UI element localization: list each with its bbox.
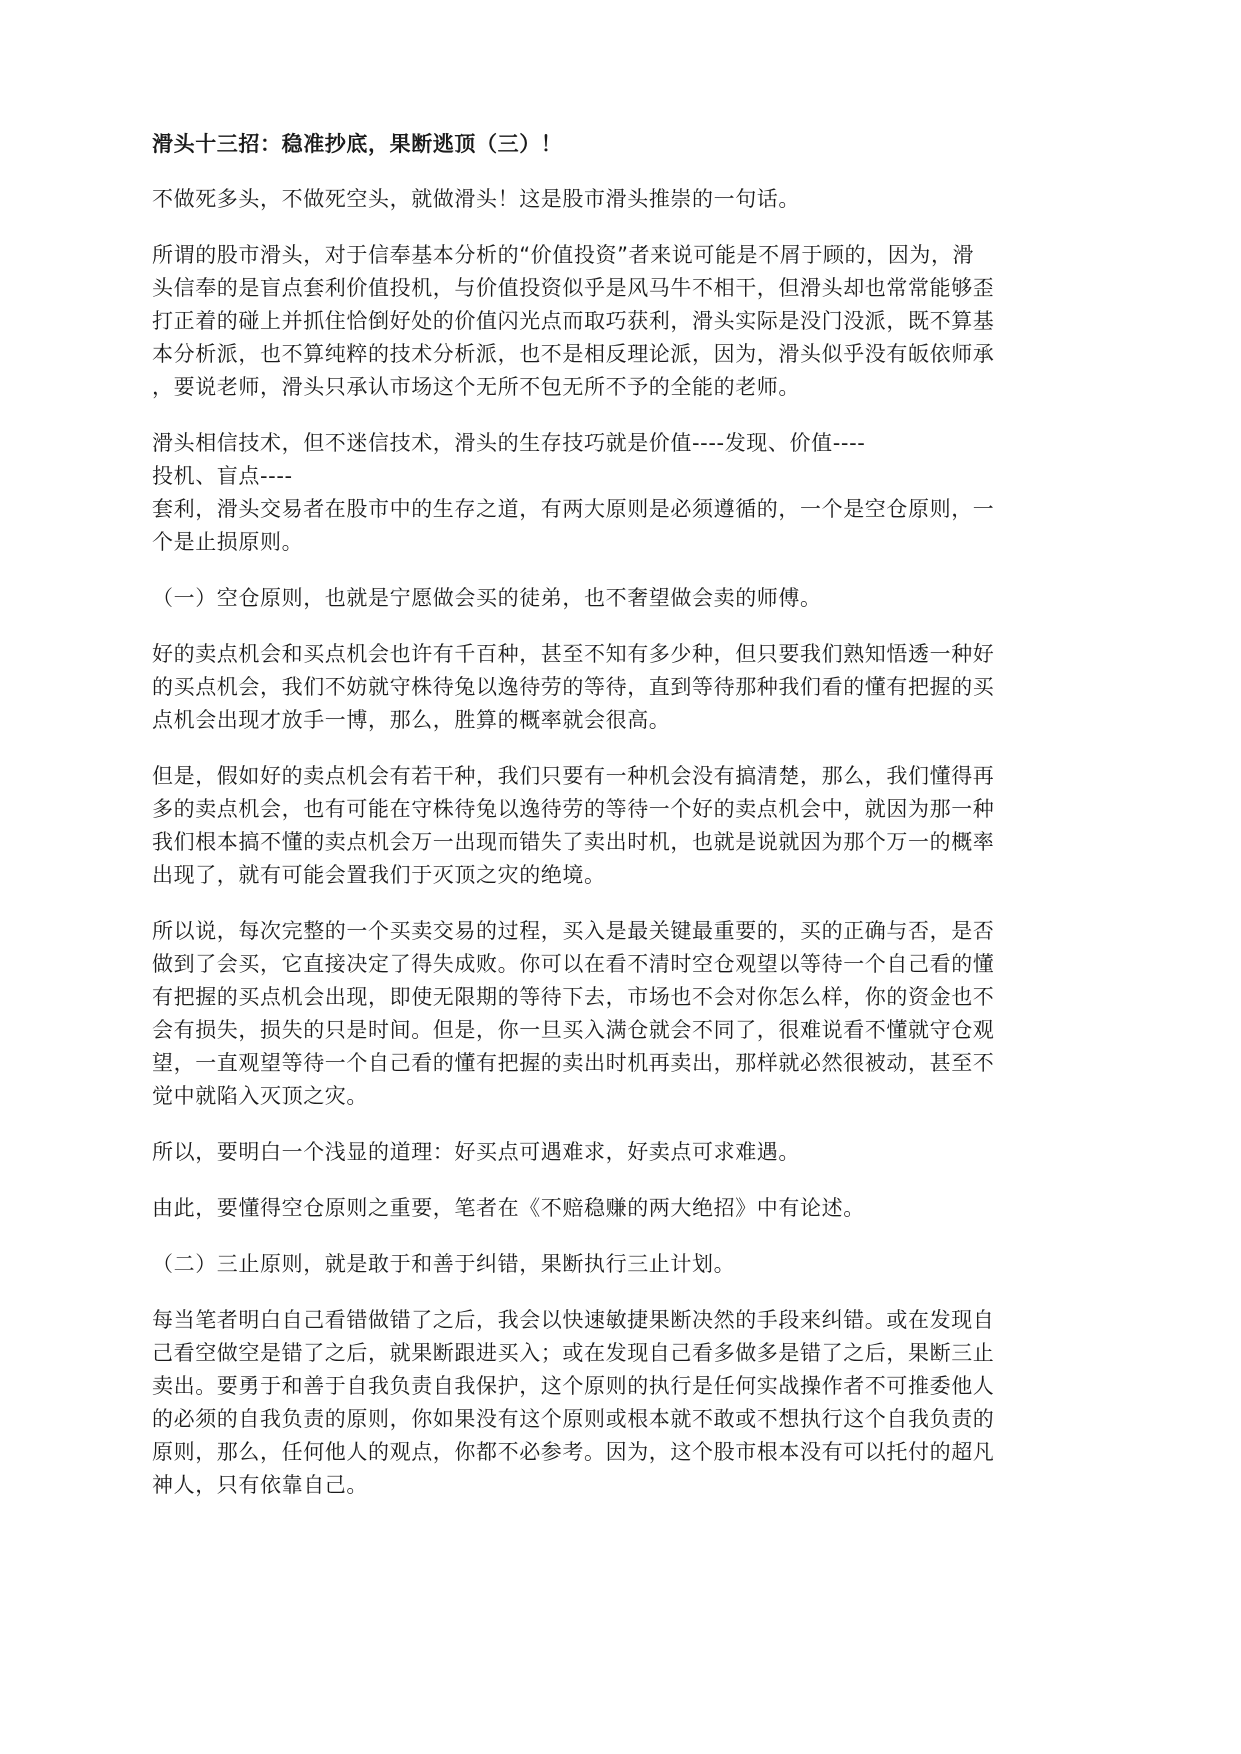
paragraph-line: 出现了，就有可能会置我们于灭顶之灾的绝境。: [152, 863, 606, 887]
paragraph-line: 我们根本搞不懂的卖点机会万一出现而错失了卖出时机，也就是说就因为那个万一的概率: [152, 830, 995, 854]
document-title: 滑头十三招：稳准抄底，果断逃顶（三）！: [152, 132, 563, 156]
paragraph-line: 打正着的碰上并抓住恰倒好处的价值闪光点而取巧获利，滑头实际是没门没派，既不算基: [152, 309, 995, 333]
paragraph-line: 的必须的自我负责的原则，你如果没有这个原则或根本就不敢或不想执行这个自我负责的: [152, 1407, 995, 1431]
paragraph-line: 原则，那么，任何他人的观点，你都不必参考。因为，这个股市根本没有可以托付的超凡: [152, 1440, 995, 1464]
paragraph-line: 望，一直观望等待一个自己看的懂有把握的卖出时机再卖出，那样就必然很被动，甚至不: [152, 1051, 995, 1075]
paragraph-line: 不做死多头，不做死空头，就做滑头！这是股市滑头推崇的一句话。: [152, 187, 800, 211]
paragraph-line: （二）三止原则，就是敢于和善于纠错，果断执行三止计划。: [152, 1252, 736, 1276]
paragraph: [152, 760, 1127, 892]
paragraph: [152, 427, 1127, 559]
paragraph-line: 所谓的股市滑头，对于信奉基本分析的“价值投资”者来说可能是不屑于顾的，因为，滑: [152, 243, 975, 267]
paragraph-line: 由此，要懂得空仓原则之重要，笔者在《不赔稳赚的两大绝招》中有论述。: [152, 1196, 865, 1220]
paragraph-line: 觉中就陷入灭顶之灾。: [152, 1084, 368, 1108]
paragraph: [152, 1304, 1127, 1502]
paragraph-line: 头信奉的是盲点套利价值投机，与价值投资似乎是风马牛不相干，但滑头却也常常能够歪: [152, 276, 995, 300]
paragraph: [152, 183, 1127, 216]
paragraph: [152, 638, 1127, 737]
paragraph-list: [152, 183, 1127, 1502]
paragraph-line: 有把握的买点机会出现，即使无限期的等待下去，市场也不会对你怎么样，你的资金也不: [152, 985, 995, 1009]
paragraph-line: 投机、盲点----: [152, 464, 293, 488]
paragraph-line: 但是，假如好的卖点机会有若干种，我们只要有一种机会没有搞清楚，那么，我们懂得再: [152, 764, 995, 788]
paragraph: [152, 1192, 1127, 1225]
paragraph: [152, 1136, 1127, 1169]
paragraph-line: 所以，要明白一个浅显的道理：好买点可遇难求，好卖点可求难遇。: [152, 1140, 800, 1164]
paragraph-line: 套利，滑头交易者在股市中的生存之道，有两大原则是必须遵循的，一个是空仓原则，一: [152, 497, 995, 521]
paragraph: [152, 582, 1127, 615]
paragraph-line: 所以说，每次完整的一个买卖交易的过程，买入是最关键最重要的，买的正确与否，是否: [152, 919, 995, 943]
paragraph-line: 点机会出现才放手一博，那么，胜算的概率就会很高。: [152, 708, 671, 732]
paragraph-line: 滑头相信技术，但不迷信技术，滑头的生存技巧就是价值----发现、价值----: [152, 431, 866, 455]
paragraph-line: 神人，只有依靠自己。: [152, 1473, 368, 1497]
paragraph-line: 做到了会买，它直接决定了得失成败。你可以在看不清时空仓观望以等待一个自己看的懂: [152, 952, 995, 976]
paragraph-line: （一）空仓原则，也就是宁愿做会买的徒弟，也不奢望做会卖的师傅。: [152, 586, 822, 610]
paragraph: [152, 1248, 1127, 1281]
paragraph-line: 每当笔者明白自己看错做错了之后，我会以快速敏捷果断决然的手段来纠错。或在发现自: [152, 1308, 995, 1332]
document-body: [152, 128, 1127, 1525]
paragraph-line: 好的卖点机会和买点机会也许有千百种，甚至不知有多少种，但只要我们熟知悟透一种好: [152, 642, 995, 666]
paragraph-line: 己看空做空是错了之后，就果断跟进买入；或在发现自己看多做多是错了之后，果断三止: [152, 1341, 995, 1365]
paragraph-line: 个是止损原则。: [152, 530, 304, 554]
paragraph-line: 卖出。要勇于和善于自我负责自我保护，这个原则的执行是任何实战操作者不可推委他人: [152, 1374, 995, 1398]
paragraph: [152, 915, 1127, 1113]
paragraph: [152, 239, 1127, 404]
paragraph-line: ，要说老师，滑头只承认市场这个无所不包无所不予的全能的老师。: [152, 375, 800, 399]
paragraph-line: 的买点机会，我们不妨就守株待兔以逸待劳的等待，直到等待那种我们看的懂有把握的买: [152, 675, 995, 699]
paragraph-line: 本分析派，也不算纯粹的技术分析派，也不是相反理论派，因为，滑头似乎没有皈依师承: [152, 342, 995, 366]
paragraph-line: 会有损失，损失的只是时间。但是，你一旦买入满仓就会不同了，很难说看不懂就守仓观: [152, 1018, 995, 1042]
paragraph-line: 多的卖点机会，也有可能在守株待兔以逸待劳的等待一个好的卖点机会中，就因为那一种: [152, 797, 995, 821]
